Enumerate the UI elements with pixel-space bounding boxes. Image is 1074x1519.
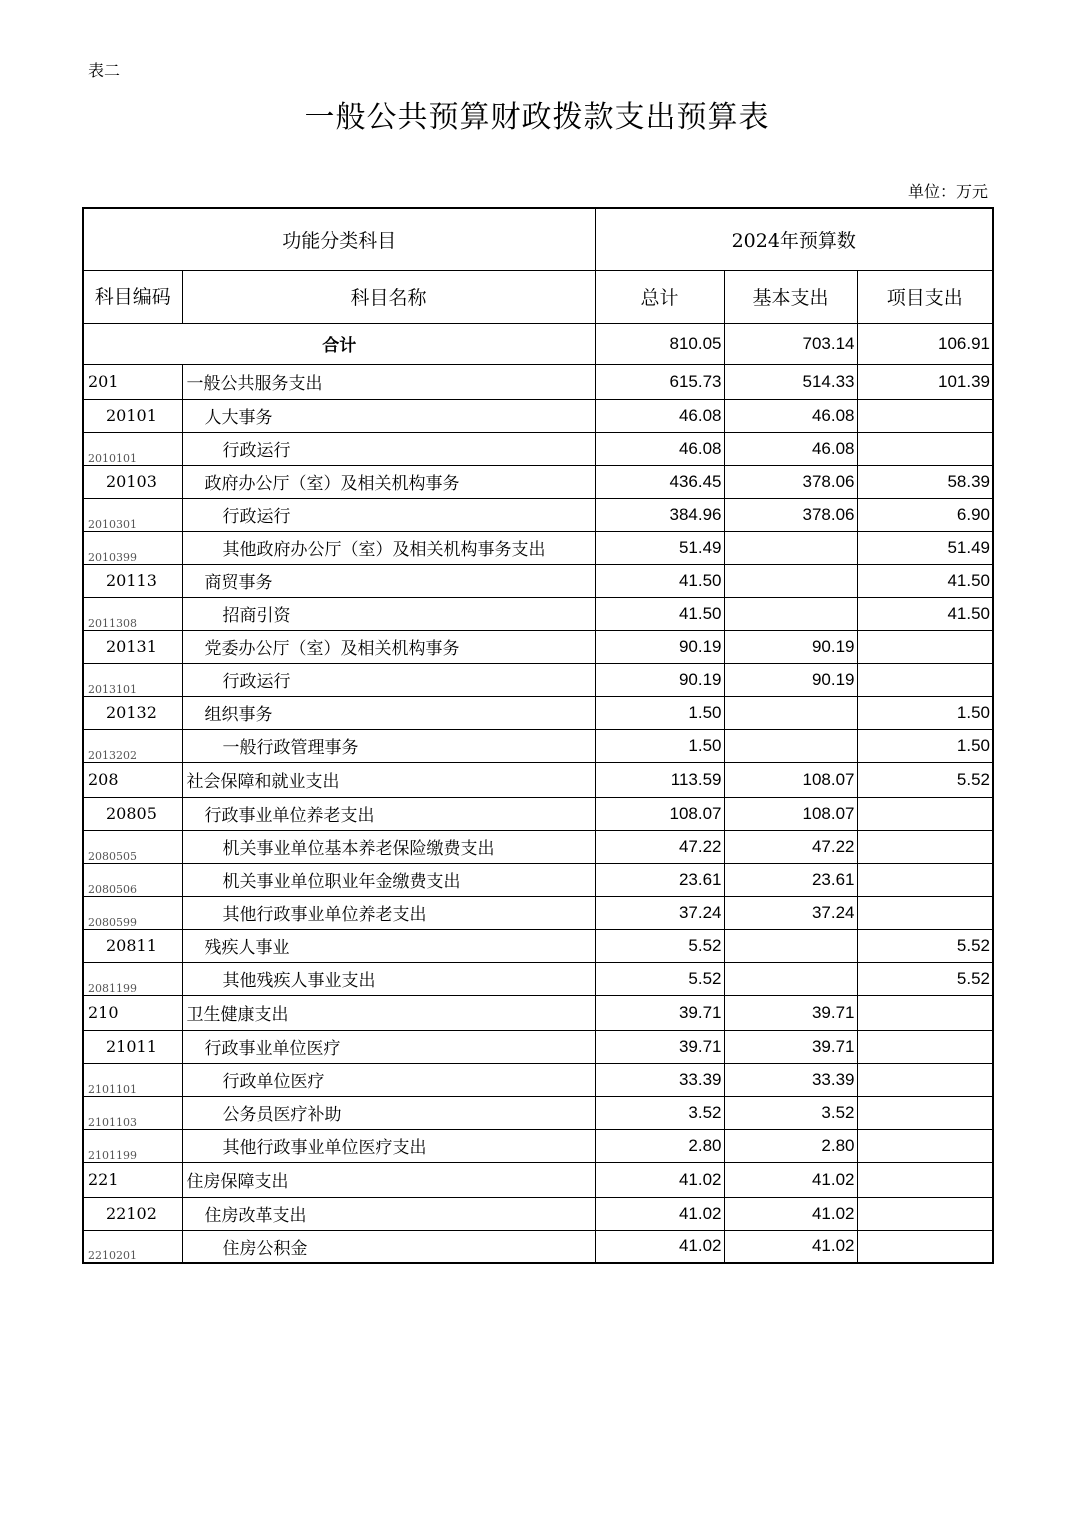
row-project xyxy=(857,630,993,663)
row-code: 21011 xyxy=(83,1030,182,1063)
row-name: 行政单位医疗 xyxy=(182,1063,595,1096)
header-basic: 基本支出 xyxy=(724,270,857,323)
row-basic: 23.61 xyxy=(724,863,857,896)
row-total: 5.52 xyxy=(595,962,724,995)
row-code: 221 xyxy=(83,1162,182,1197)
row-basic: 39.71 xyxy=(724,1030,857,1063)
row-total: 436.45 xyxy=(595,465,724,498)
row-total: 47.22 xyxy=(595,830,724,863)
row-total: 39.71 xyxy=(595,995,724,1030)
row-project xyxy=(857,1230,993,1263)
row-basic: 108.07 xyxy=(724,797,857,830)
row-project xyxy=(857,797,993,830)
row-code: 2081199 xyxy=(83,962,182,995)
row-code: 2013202 xyxy=(83,729,182,762)
row-project: 58.39 xyxy=(857,465,993,498)
row-project xyxy=(857,1096,993,1129)
row-basic: 2.80 xyxy=(724,1129,857,1162)
row-total: 5.52 xyxy=(595,929,724,962)
header-project: 项目支出 xyxy=(857,270,993,323)
table-row xyxy=(83,432,993,465)
row-total: 1.50 xyxy=(595,729,724,762)
row-name: 行政运行 xyxy=(182,663,595,696)
row-name: 公务员医疗补助 xyxy=(182,1096,595,1129)
row-name: 一般公共服务支出 xyxy=(182,364,595,399)
row-total: 2.80 xyxy=(595,1129,724,1162)
total-sum: 810.05 xyxy=(595,323,724,364)
row-project: 5.52 xyxy=(857,962,993,995)
row-total: 41.50 xyxy=(595,564,724,597)
table-row xyxy=(83,597,993,630)
row-name: 行政事业单位养老支出 xyxy=(182,797,595,830)
row-project xyxy=(857,1162,993,1197)
table-row xyxy=(83,1230,993,1263)
row-basic: 3.52 xyxy=(724,1096,857,1129)
row-total: 90.19 xyxy=(595,663,724,696)
row-project: 101.39 xyxy=(857,364,993,399)
row-project: 5.52 xyxy=(857,762,993,797)
table-label: 表二 xyxy=(88,61,121,80)
budget-table xyxy=(82,207,994,1264)
row-name: 行政事业单位医疗 xyxy=(182,1030,595,1063)
row-basic xyxy=(724,564,857,597)
row-name: 行政运行 xyxy=(182,432,595,465)
row-name: 招商引资 xyxy=(182,597,595,630)
row-project: 41.50 xyxy=(857,564,993,597)
row-code: 2101199 xyxy=(83,1129,182,1162)
row-name: 住房公积金 xyxy=(182,1230,595,1263)
total-label: 合计 xyxy=(83,323,595,364)
table-row xyxy=(83,663,993,696)
table-row xyxy=(83,896,993,929)
row-basic: 90.19 xyxy=(724,630,857,663)
row-code: 20131 xyxy=(83,630,182,663)
unit-label: 单位：万元 xyxy=(907,182,988,201)
row-name: 其他行政事业单位医疗支出 xyxy=(182,1129,595,1162)
row-project xyxy=(857,1030,993,1063)
row-code: 201 xyxy=(83,364,182,399)
row-name: 其他行政事业单位养老支出 xyxy=(182,896,595,929)
row-project xyxy=(857,1197,993,1230)
table-row xyxy=(83,696,993,729)
table-row xyxy=(83,1162,993,1197)
table-row xyxy=(83,1197,993,1230)
row-basic: 378.06 xyxy=(724,465,857,498)
header-code: 科目编码 xyxy=(83,270,182,323)
row-basic: 46.08 xyxy=(724,432,857,465)
row-code: 2101103 xyxy=(83,1096,182,1129)
row-basic: 37.24 xyxy=(724,896,857,929)
row-name: 卫生健康支出 xyxy=(182,995,595,1030)
row-basic xyxy=(724,729,857,762)
row-project: 6.90 xyxy=(857,498,993,531)
row-total: 90.19 xyxy=(595,630,724,663)
row-code: 2080506 xyxy=(83,863,182,896)
row-basic xyxy=(724,531,857,564)
row-name: 组织事务 xyxy=(182,696,595,729)
header-name: 科目名称 xyxy=(182,270,595,323)
row-total: 23.61 xyxy=(595,863,724,896)
row-project xyxy=(857,863,993,896)
row-name: 政府办公厅（室）及相关机构事务 xyxy=(182,465,595,498)
table-row xyxy=(83,797,993,830)
header-function-category: 功能分类科目 xyxy=(83,208,595,270)
row-name: 人大事务 xyxy=(182,399,595,432)
total-project: 106.91 xyxy=(857,323,993,364)
row-basic xyxy=(724,696,857,729)
row-code: 20805 xyxy=(83,797,182,830)
row-basic xyxy=(724,962,857,995)
table-row xyxy=(83,830,993,863)
row-total: 46.08 xyxy=(595,399,724,432)
header-total: 总计 xyxy=(595,270,724,323)
row-project xyxy=(857,1129,993,1162)
row-total: 384.96 xyxy=(595,498,724,531)
row-code: 20811 xyxy=(83,929,182,962)
table-row xyxy=(83,564,993,597)
row-code: 2210201 xyxy=(83,1230,182,1263)
row-code: 2013101 xyxy=(83,663,182,696)
row-basic: 514.33 xyxy=(724,364,857,399)
table-row xyxy=(83,364,993,399)
row-name: 住房改革支出 xyxy=(182,1197,595,1230)
row-total: 108.07 xyxy=(595,797,724,830)
row-code: 2080505 xyxy=(83,830,182,863)
header-row-group xyxy=(83,208,993,270)
row-project xyxy=(857,432,993,465)
row-name: 党委办公厅（室）及相关机构事务 xyxy=(182,630,595,663)
row-project xyxy=(857,1063,993,1096)
table-row xyxy=(83,399,993,432)
table-row xyxy=(83,465,993,498)
row-project xyxy=(857,896,993,929)
row-code: 22102 xyxy=(83,1197,182,1230)
row-code: 20101 xyxy=(83,399,182,432)
row-project: 5.52 xyxy=(857,929,993,962)
row-code: 20113 xyxy=(83,564,182,597)
row-project: 1.50 xyxy=(857,729,993,762)
row-total: 1.50 xyxy=(595,696,724,729)
table-row xyxy=(83,1096,993,1129)
row-code: 2101101 xyxy=(83,1063,182,1096)
row-basic: 46.08 xyxy=(724,399,857,432)
row-total: 39.71 xyxy=(595,1030,724,1063)
row-basic: 90.19 xyxy=(724,663,857,696)
row-basic: 33.39 xyxy=(724,1063,857,1096)
row-basic: 108.07 xyxy=(724,762,857,797)
row-code: 210 xyxy=(83,995,182,1030)
row-basic: 41.02 xyxy=(724,1197,857,1230)
row-total: 51.49 xyxy=(595,531,724,564)
table-row xyxy=(83,863,993,896)
table-row xyxy=(83,729,993,762)
row-code: 2011308 xyxy=(83,597,182,630)
row-project xyxy=(857,830,993,863)
row-total: 37.24 xyxy=(595,896,724,929)
row-project xyxy=(857,399,993,432)
row-name: 残疾人事业 xyxy=(182,929,595,962)
row-name: 一般行政管理事务 xyxy=(182,729,595,762)
table-row xyxy=(83,1030,993,1063)
row-code: 20132 xyxy=(83,696,182,729)
table-row xyxy=(83,531,993,564)
row-code: 2010301 xyxy=(83,498,182,531)
row-code: 2010399 xyxy=(83,531,182,564)
table-row xyxy=(83,929,993,962)
table-row xyxy=(83,1063,993,1096)
row-basic: 47.22 xyxy=(724,830,857,863)
row-basic: 378.06 xyxy=(724,498,857,531)
table-row xyxy=(83,498,993,531)
total-row xyxy=(83,323,993,364)
row-code: 2080599 xyxy=(83,896,182,929)
table-row xyxy=(83,962,993,995)
row-basic: 39.71 xyxy=(724,995,857,1030)
table-row xyxy=(83,995,993,1030)
row-name: 机关事业单位基本养老保险缴费支出 xyxy=(182,830,595,863)
row-code: 20103 xyxy=(83,465,182,498)
table-row xyxy=(83,630,993,663)
row-total: 41.50 xyxy=(595,597,724,630)
row-code: 2010101 xyxy=(83,432,182,465)
row-name: 社会保障和就业支出 xyxy=(182,762,595,797)
header-row-columns xyxy=(83,270,993,323)
row-basic xyxy=(724,597,857,630)
table-row xyxy=(83,762,993,797)
row-name: 商贸事务 xyxy=(182,564,595,597)
row-total: 3.52 xyxy=(595,1096,724,1129)
row-project: 1.50 xyxy=(857,696,993,729)
row-total: 615.73 xyxy=(595,364,724,399)
header-budget-year: 2024年预算数 xyxy=(595,208,993,270)
row-code: 208 xyxy=(83,762,182,797)
row-project xyxy=(857,995,993,1030)
row-basic: 41.02 xyxy=(724,1230,857,1263)
total-basic: 703.14 xyxy=(724,323,857,364)
row-total: 46.08 xyxy=(595,432,724,465)
row-project: 41.50 xyxy=(857,597,993,630)
table-row xyxy=(83,1129,993,1162)
row-name: 其他政府办公厅（室）及相关机构事务支出 xyxy=(182,531,595,564)
row-total: 41.02 xyxy=(595,1230,724,1263)
row-basic xyxy=(724,929,857,962)
row-total: 41.02 xyxy=(595,1197,724,1230)
row-name: 其他残疾人事业支出 xyxy=(182,962,595,995)
row-name: 住房保障支出 xyxy=(182,1162,595,1197)
row-project: 51.49 xyxy=(857,531,993,564)
page-title: 一般公共预算财政拨款支出预算表 xyxy=(304,100,770,135)
row-project xyxy=(857,663,993,696)
row-total: 33.39 xyxy=(595,1063,724,1096)
row-basic: 41.02 xyxy=(724,1162,857,1197)
row-total: 113.59 xyxy=(595,762,724,797)
row-name: 机关事业单位职业年金缴费支出 xyxy=(182,863,595,896)
row-total: 41.02 xyxy=(595,1162,724,1197)
row-name: 行政运行 xyxy=(182,498,595,531)
